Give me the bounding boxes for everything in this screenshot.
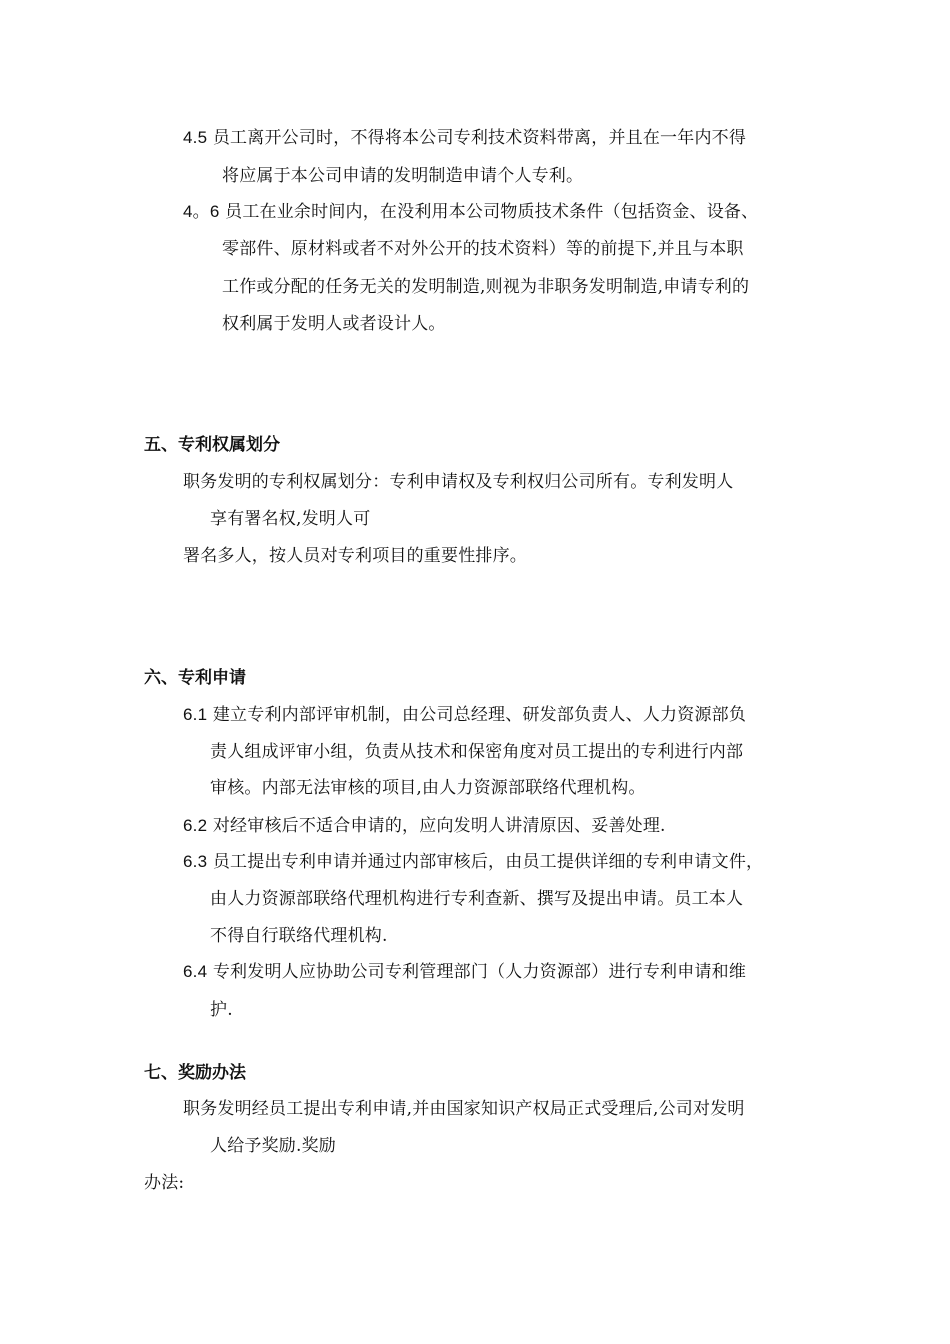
item-6-1-line-2: 责人组成评审小组，负责从技术和保密角度对员工提出的专利进行内部 xyxy=(210,742,744,762)
section-5-heading: 五、专利权属划分 xyxy=(144,435,280,455)
item-text: 员工在业余时间内，在没利用本公司物质技术条件（包括资金、设备、 xyxy=(225,202,759,222)
section-5-line-3: 署名多人，按人员对专利项目的重要性排序。 xyxy=(183,546,527,566)
item-6-3-line-3: 不得自行联络代理机构. xyxy=(210,926,388,946)
item-text: 对经审核后不适合申请的，应向发明人讲清原因、妥善处理. xyxy=(212,816,666,836)
item-6-1-line-1 xyxy=(183,704,746,726)
item-4-5-line-2: 将应属于本公司申请的发明制造申请个人专利。 xyxy=(222,166,584,186)
item-number: 4.5 xyxy=(183,128,208,147)
item-text: 建立专利内部评审机制，由公司总经理、研发部负责人、人力资源部负 xyxy=(212,705,747,725)
item-6-3-line-2: 由人力资源部联络代理机构进行专利查新、撰写及提出申请。员工本人 xyxy=(210,889,744,909)
item-4-6-line-2: 零部件、原材料或者不对外公开的技术资料）等的前提下,并且与本职 xyxy=(222,239,744,259)
item-4-6-line-4: 权利属于发明人或者设计人。 xyxy=(222,314,446,334)
item-6-1-line-3: 审核。内部无法审核的项目,由人力资源部联络代理机构。 xyxy=(210,778,646,798)
item-text: 专利发明人应协助公司专利管理部门（人力资源部）进行专利申请和维 xyxy=(212,962,747,982)
item-number: 6.3 xyxy=(183,852,208,871)
item-4-6-line-1 xyxy=(183,201,758,223)
section-7-line-1: 职务发明经员工提出专利申请,并由国家知识产权局正式受理后,公司对发明 xyxy=(183,1099,745,1119)
section-5-line-1: 职务发明的专利权属划分：专利申请权及专利权归公司所有。专利发明人 xyxy=(183,472,734,492)
section-7-heading: 七、奖励办法 xyxy=(144,1063,246,1083)
item-number: 6.4 xyxy=(183,962,208,981)
item-6-4-line-1 xyxy=(183,961,746,983)
item-number: 4。6 xyxy=(183,202,220,221)
item-6-4-line-2: 护. xyxy=(210,1000,233,1020)
item-4-5-line-1 xyxy=(183,127,746,149)
section-5-line-2: 享有署名权,发明人可 xyxy=(210,509,371,529)
item-4-6-line-3: 工作或分配的任务无关的发明制造,则视为非职务发明制造,申请专利的 xyxy=(222,277,750,297)
section-7-line-2: 人给予奖励.奖励 xyxy=(210,1136,337,1156)
item-number: 6.2 xyxy=(183,816,208,835)
item-number: 6.1 xyxy=(183,705,208,724)
item-6-2-line-1 xyxy=(183,815,666,837)
item-text: 员工提出专利申请并通过内部审核后，由员工提供详细的专利申请文件， xyxy=(212,852,764,872)
section-7-line-3: 办法: xyxy=(144,1173,185,1193)
section-6-heading: 六、专利申请 xyxy=(144,668,246,688)
item-6-3-line-1 xyxy=(183,851,763,873)
item-text: 员工离开公司时，不得将本公司专利技术资料带离，并且在一年内不得 xyxy=(212,128,747,148)
